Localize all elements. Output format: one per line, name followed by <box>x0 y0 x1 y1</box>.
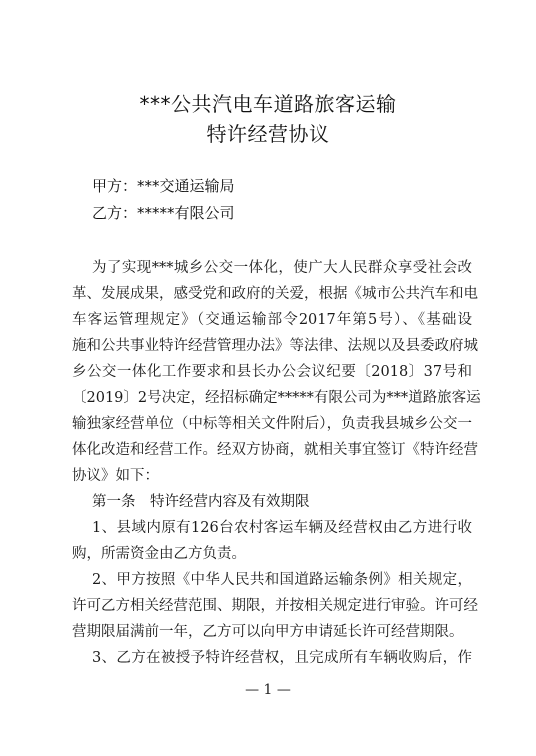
clause-2-line: 营期限届满前一年，乙方可以向甲方申请延长许可经营期限。 <box>72 624 464 640</box>
preamble-line: 车客运管理规定》（交通运输部令2017年第5号）、《基础设 <box>72 312 472 328</box>
party-a: 甲方：***交通运输局 <box>92 177 235 195</box>
party-b: 乙方：*****有限公司 <box>92 204 235 222</box>
clause-2-line: 2、甲方按照《中华人民共和国道路运输条例》相关规定， <box>92 572 472 588</box>
clause-3-line: 3、乙方在被授予特许经营权，且完成所有车辆收购后，作 <box>92 650 472 666</box>
preamble-line: 输独家经营单位（中标等相关文件附后），负责我县城乡公交一 <box>72 416 472 432</box>
preamble-line: 乡公交一体化工作要求和县长办公会议纪要〔2018〕37号和 <box>72 364 472 380</box>
preamble-line: 革、发展成果，感受党和政府的关爱，根据《城市公共汽车和电 <box>72 286 478 302</box>
article-1-heading: 第一条 特许经营内容及有效期限 <box>92 494 310 510</box>
preamble-line: 〔2019〕2号决定，经招标确定*****有限公司为***道路旅客运 <box>72 390 481 406</box>
preamble-line: 为了实现***城乡公交一体化，使广大人民群众享受社会改 <box>92 260 472 276</box>
clause-1-line: 1、县域内原有126台农村客运车辆及经营权由乙方进行收 <box>92 520 472 536</box>
preamble-line: 施和公共事业特许经营管理办法》等法律、法规以及县委政府城 <box>72 338 478 354</box>
document-title-line-2: 特许经营协议 <box>206 122 330 146</box>
preamble-line: 协议》如下： <box>72 468 159 484</box>
clause-2-line: 许可乙方相关经营范围、期限，并按相关规定进行审验。许可经 <box>72 598 478 614</box>
preamble-line: 体化改造和经营工作。经双方协商，就相关事宜签订《特许经营 <box>72 442 478 458</box>
clause-1-line: 购，所需资金由乙方负责。 <box>72 546 246 562</box>
page-number: — 1 — <box>245 682 291 698</box>
document-title-line-1: ***公共汽电车道路旅客运输 <box>139 92 397 116</box>
